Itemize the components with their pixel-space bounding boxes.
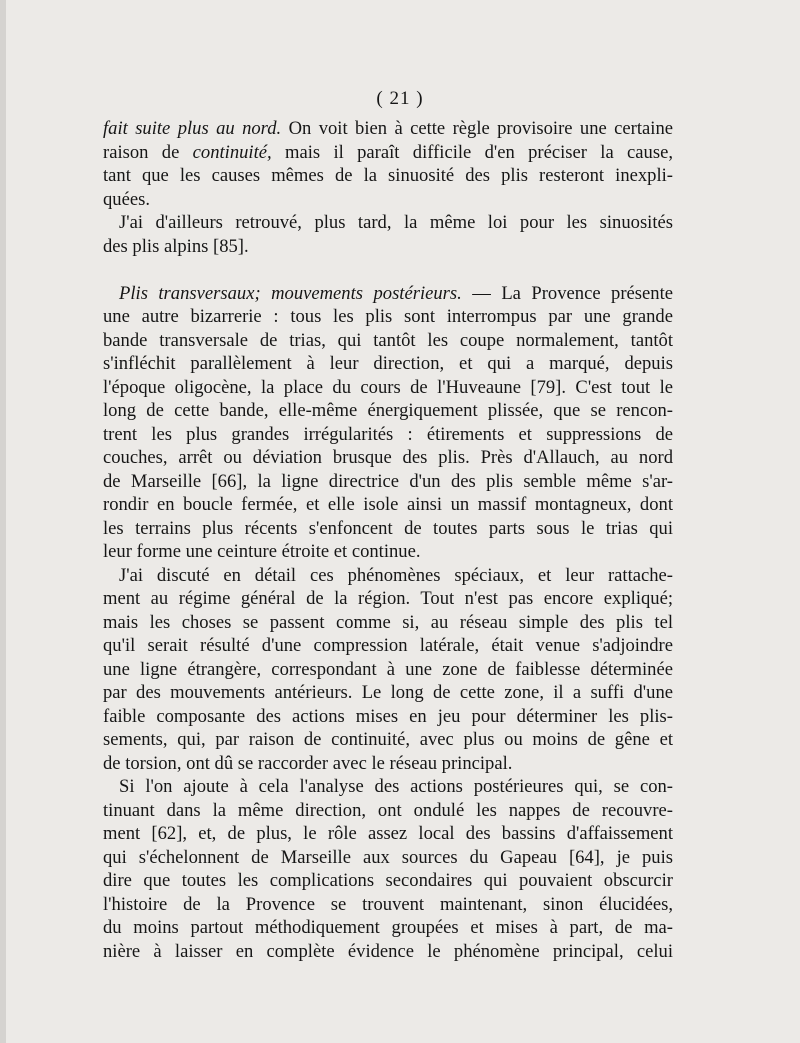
text-line — [103, 611, 673, 635]
text-run: s'infléchit parallèlement à leur direction, et qui a marqué, depuis — [103, 353, 673, 374]
text-line — [103, 799, 673, 823]
text-run: rondir en boucle fermée, et elle isole ainsi un massif montagneux, dont — [103, 494, 673, 515]
text-line — [103, 305, 673, 329]
text-line — [103, 540, 673, 564]
text-line — [103, 470, 673, 494]
text-line — [103, 235, 673, 259]
paragraph — [103, 117, 673, 211]
text-line — [103, 446, 673, 470]
text-run: nière à laisser en complète évidence le phénomène principal, celui — [103, 940, 673, 962]
text-line — [103, 634, 673, 658]
text-run: qu'il serait résulté d'une compression latérale, était venue s'adjoindre — [103, 635, 673, 656]
text-run: long de cette bande, elle-même énergiquement plissée, que se rencon- — [103, 400, 673, 421]
text-line — [103, 658, 673, 682]
text-line — [103, 775, 673, 799]
text-run: — La Provence présente — [461, 282, 673, 304]
text-line — [103, 117, 673, 141]
text-run: tinuant dans la même direction, ont ondulé les nappes de recouvre- — [103, 799, 673, 821]
text-line — [103, 282, 673, 306]
text-line — [103, 916, 673, 940]
text-run: par des mouvements antérieurs. Le long de cette zone, il a suffi d'une — [103, 682, 673, 703]
text-run: J'ai d'ailleurs retrouvé, plus tard, la même loi pour les sinuosités — [119, 212, 673, 233]
text-line — [103, 893, 673, 917]
text-run: du moins partout méthodiquement groupées et mises à part, de ma- — [103, 917, 673, 938]
text-run: l'histoire de la Provence se trouvent maintenant, sinon élucidées, — [103, 893, 673, 915]
text-line — [103, 517, 673, 541]
italic-text: fait suite plus au nord. — [103, 118, 282, 139]
paragraph — [103, 211, 673, 258]
text-line — [103, 376, 673, 400]
text-line — [103, 164, 673, 188]
text-run: ment au régime général de la région. Tout n'est pas encore expliqué; — [103, 588, 673, 609]
text-line — [103, 493, 673, 517]
text-line — [103, 940, 673, 964]
italic-text: Plis transversaux; mouvements postérieurs. — [119, 282, 462, 304]
text-run: On voit bien à cette règle provisoire une certaine — [281, 118, 673, 139]
text-line — [103, 329, 673, 353]
text-line — [103, 352, 673, 376]
text-line — [103, 869, 673, 893]
text-run: une autre bizarrerie : tous les plis sont interrompus par une grande — [103, 306, 673, 327]
text-line — [103, 728, 673, 752]
italic-text: continuité, — [192, 141, 272, 163]
paragraph — [103, 775, 673, 963]
text-run: bande transversale de trias, qui tantôt les coupe normalement, tantôt — [103, 329, 673, 351]
text-line — [103, 423, 673, 447]
text-line — [103, 188, 673, 212]
text-run: ment [62], et, de plus, le rôle assez local des bassins d'affaissement — [103, 823, 673, 844]
text-line — [103, 705, 673, 729]
text-run: de torsion, ont dû se raccorder avec le réseau principal. — [103, 752, 513, 774]
text-run: sements, qui, par raison de continuité, avec plus ou moins de gêne et — [103, 729, 673, 750]
text-run: une ligne étrangère, correspondant à une zone de faiblesse déterminée — [103, 658, 673, 680]
text-run: dire que toutes les complications secondaires qui pouvaient obscurcir — [103, 870, 673, 891]
scan-edge-shadow — [0, 0, 6, 1043]
text-line — [103, 587, 673, 611]
paragraph-spacer — [103, 258, 673, 282]
text-line — [103, 681, 673, 705]
text-run: raison de — [103, 141, 193, 163]
page-number: ( 21 ) — [376, 88, 424, 109]
text-line — [103, 564, 673, 588]
text-run: des plis alpins [85]. — [103, 235, 249, 257]
text-run: faible composante des actions mises en jeu pour déterminer les plis- — [103, 705, 673, 727]
text-run: leur forme une ceinture étroite et continue. — [103, 541, 421, 562]
text-line — [103, 846, 673, 870]
text-run: tant que les causes mêmes de la sinuosité des plis resteront inexpli- — [103, 165, 673, 186]
text-run: trent les plus grandes irrégularités : étirements et suppressions de — [103, 423, 673, 445]
text-run: J'ai discuté en détail ces phénomènes spéciaux, et leur rattache- — [119, 564, 673, 586]
text-line — [103, 399, 673, 423]
text-run: quées. — [103, 188, 150, 210]
text-run: de Marseille [66], la ligne directrice d'un des plis semble même s'ar- — [103, 470, 673, 492]
paragraph — [103, 282, 673, 564]
text-line — [103, 211, 673, 235]
text-line — [103, 752, 673, 776]
paragraph — [103, 564, 673, 776]
text-run: couches, arrêt ou déviation brusque des plis. Près d'Allauch, au nord — [103, 447, 673, 468]
text-run: Si l'on ajoute à cela l'analyse des actions postérieures qui, se con- — [119, 776, 673, 797]
text-run: l'époque oligocène, la place du cours de l'Huveaune [79]. C'est tout le — [103, 376, 673, 398]
text-run: mais il paraît difficile d'en préciser la cause, — [271, 141, 673, 163]
text-line — [103, 141, 673, 165]
text-run: qui s'échelonnent de Marseille aux sources du Gapeau [64], je puis — [103, 846, 673, 868]
body-text — [103, 117, 673, 963]
text-line — [103, 822, 673, 846]
text-run: mais les choses se passent comme si, au réseau simple des plis tel — [103, 611, 673, 633]
text-run: les terrains plus récents s'enfoncent de toutes parts sous le trias qui — [103, 517, 673, 539]
